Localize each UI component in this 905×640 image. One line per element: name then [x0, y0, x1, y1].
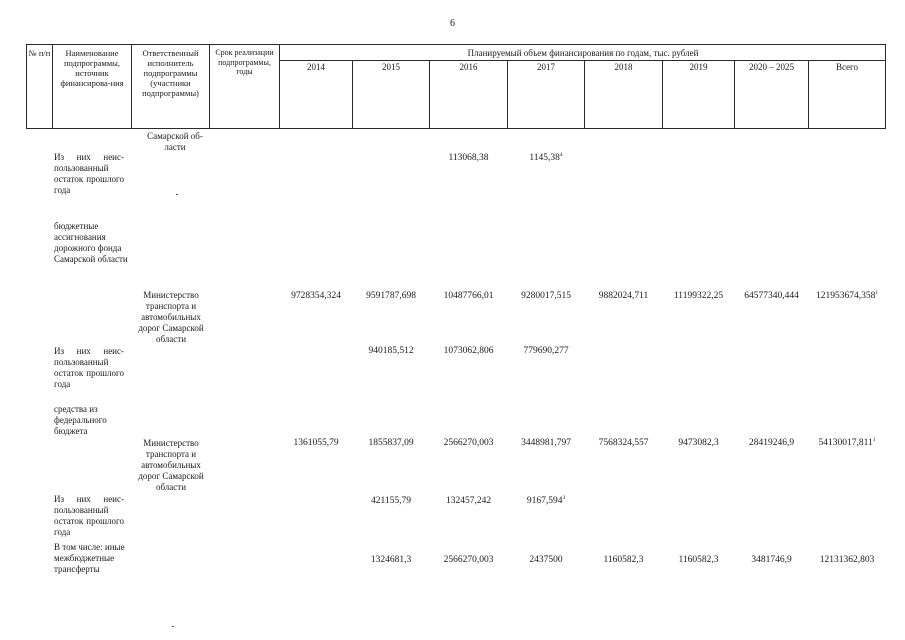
row-value-2016: 1073062,806: [443, 346, 494, 356]
row-value-2016: 10487766,01: [443, 291, 494, 301]
row-value-2019: 9473082,3: [678, 438, 719, 448]
row-value-2014: 9728354,324: [291, 291, 341, 301]
row-value-2016: 113068,38: [448, 153, 489, 163]
row-value-2017: 3448981,797: [521, 438, 571, 448]
header-term: Срок реализации подпрограммы, годы: [215, 48, 274, 76]
header-year-2017: 2017: [537, 62, 555, 72]
scan-speck: [172, 626, 174, 627]
row-value-2015: 1855837,09: [368, 438, 414, 448]
header-year-2015: 2015: [382, 62, 400, 72]
footnote-marker: 3: [562, 494, 566, 501]
row-executor: Министерство транспорта и автомобильных дорог Самарской области: [138, 438, 204, 492]
row-value-2019: 11199322,25: [673, 291, 724, 301]
row-value-2017: 9167,594$^3$: [526, 494, 566, 506]
row-value-2015: 1324681,3: [370, 555, 412, 565]
scan-speck: [176, 194, 178, 195]
row-value-2017: 779690,277: [523, 346, 569, 356]
row-value-2020-2025: 64577340,444: [744, 291, 799, 301]
row-value-2016: 132457,242: [445, 496, 492, 506]
header-number: № п/п: [28, 48, 51, 58]
row-label: Из них неис-пользованный остаток прошлого года: [54, 152, 124, 195]
row-label: средства из федерального бюджета: [54, 404, 107, 436]
footnote-marker: 1: [875, 289, 879, 296]
footnote-marker: 1: [872, 436, 876, 443]
row-value-2018: 1160582,3: [603, 555, 644, 565]
row-value-total: 12131362,803: [819, 555, 875, 565]
continued-executor: Самарской об-ласти: [147, 131, 203, 152]
header-year-2014: 2014: [307, 62, 325, 72]
row-label: Из них неис-пользованный остаток прошлого года: [54, 346, 124, 389]
row-value-2015: 940185,512: [368, 346, 414, 356]
row-value-2017: 9280017,515: [521, 291, 571, 301]
row-value-2016: 2566270,003: [443, 438, 494, 448]
header-total: Всего: [835, 62, 859, 72]
row-value-2015: 9591787,698: [366, 291, 416, 301]
row-value-total: 121953674,358$^1$: [815, 289, 879, 301]
row-value-2016: 2566270,003: [443, 555, 494, 565]
row-label: В том числе: иные межбюджетные трансферты: [54, 542, 125, 574]
header-name: Наименование подпрограммы, источник финансирова-ния: [60, 48, 124, 88]
row-executor: Министерство транспорта и автомобильных дорог Самарской области: [138, 290, 204, 344]
header-year-2016: 2016: [459, 62, 478, 72]
row-value-2014: 1361055,79: [293, 438, 339, 448]
row-value-2019: 1160582,3: [678, 555, 719, 565]
row-value-2015: 421155,79: [370, 496, 412, 506]
header-year-2019: 2019: [689, 62, 708, 72]
row-label: бюджетные ассигнования дорожного фонда Самарской области: [54, 221, 128, 264]
row-value-total: 54130017,811$^1$: [818, 436, 876, 448]
row-value-2017: 1145,38$^4$: [529, 151, 563, 163]
header-planned-financing: Планируемый объем финансирования по годам, тыс. рублей: [467, 48, 699, 58]
page-number: 6: [450, 18, 455, 29]
row-value-2020-2025: 28419246,9: [748, 438, 795, 448]
row-value-2018: 9882024,711: [598, 291, 649, 301]
footnote-marker: 4: [559, 151, 563, 158]
header-responsible: Ответственный исполнитель подпрограммы (участники подпрограммы): [142, 48, 199, 98]
header-year-2018: 2018: [614, 62, 633, 72]
header-years-2020-2025: 2020 – 2025: [749, 62, 794, 72]
row-label: Из них неис-пользованный остаток прошлого года: [54, 494, 124, 537]
row-value-2020-2025: 3481746,9: [751, 555, 792, 565]
row-value-2018: 7568324,557: [598, 438, 649, 448]
row-value-2017: 2437500: [529, 555, 563, 565]
